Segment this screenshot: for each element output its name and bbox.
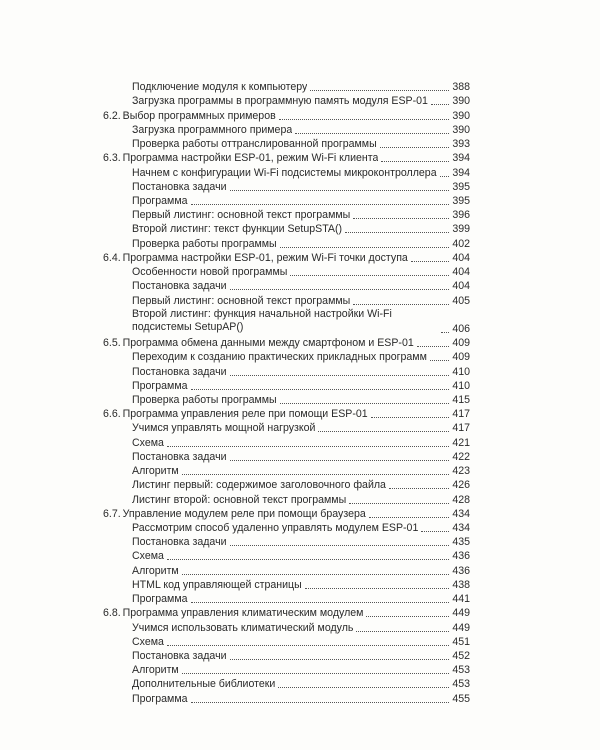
dot-leader <box>353 294 449 305</box>
toc-entry-title <box>132 295 350 307</box>
page-number: 404 <box>452 266 470 279</box>
toc-subsection-entry <box>103 363 470 377</box>
toc-section-entry <box>103 250 470 264</box>
dot-leader <box>167 549 449 560</box>
toc-entry-title <box>103 337 414 349</box>
dot-leader <box>441 322 449 333</box>
dot-leader <box>389 478 449 489</box>
page-number: 453 <box>452 664 470 677</box>
toc-subsection-entry <box>103 477 470 491</box>
toc-entry-text: Постановка задачи <box>132 280 227 293</box>
toc-entry-title <box>132 95 428 107</box>
dot-leader <box>366 606 449 617</box>
toc-subsection-entry <box>103 690 470 704</box>
toc-subsection-entry <box>103 520 470 534</box>
dot-leader <box>191 592 450 603</box>
toc-entry-text: Постановка задачи <box>132 649 227 662</box>
toc-subsection-entry <box>103 577 470 591</box>
page-number: 388 <box>452 81 470 94</box>
toc-entry-title <box>103 252 408 264</box>
toc-entry-title <box>132 451 227 463</box>
toc-entry-text: Постановка задачи <box>132 365 227 378</box>
dot-leader <box>278 677 449 688</box>
toc-entry-text: Рассмотрим способ удаленно управлять модулем ESP-01 <box>132 522 419 534</box>
dot-leader <box>345 222 449 233</box>
toc-subsection-entry <box>103 449 470 463</box>
page-number: 428 <box>452 493 470 506</box>
dot-leader <box>440 166 450 177</box>
dot-leader <box>280 237 450 248</box>
toc-entry-text: Постановка задачи <box>132 536 227 549</box>
page-number: 399 <box>452 223 470 236</box>
toc-entry-title <box>132 565 179 577</box>
page-number: 390 <box>452 123 470 136</box>
toc-subsection-entry <box>103 420 470 434</box>
dot-leader <box>349 493 449 504</box>
page-number: 436 <box>452 564 470 577</box>
page-number: 402 <box>452 237 470 250</box>
toc-entry-text: Переходим к созданию практических прикладных программ <box>132 351 427 364</box>
toc-entry-text: Схема <box>132 436 164 449</box>
toc-entry-title <box>132 181 227 193</box>
page-number: 405 <box>452 294 470 307</box>
toc-entry-title <box>103 408 368 420</box>
toc-subsection-entry <box>103 221 470 235</box>
toc-entry-text: Проверка работы программы <box>132 237 277 250</box>
page-number: 449 <box>452 607 470 620</box>
page-number: 406 <box>452 322 470 335</box>
page-number: 396 <box>452 209 470 222</box>
dot-leader <box>421 521 449 532</box>
toc-section-entry <box>103 406 470 420</box>
toc-subsection-entry <box>103 392 470 406</box>
toc-entry-title <box>132 636 164 648</box>
dot-leader <box>191 692 450 703</box>
toc-entry-text: Постановка задачи <box>132 450 227 463</box>
dot-leader <box>280 393 450 404</box>
dot-leader <box>380 137 450 148</box>
toc-entry-title <box>103 152 378 164</box>
toc-entry-text: Проверка работы оттранслированной программы <box>132 138 377 151</box>
dot-leader <box>230 450 450 461</box>
toc-entry-title <box>103 110 276 122</box>
toc-entry-title <box>132 693 188 705</box>
toc-entry-text: Программа управления климатическим модулем <box>122 607 364 620</box>
page-number: 409 <box>452 351 470 364</box>
dot-leader <box>318 421 449 432</box>
toc-entry-title <box>132 351 427 363</box>
section-number: 6.6. <box>103 408 121 421</box>
dot-leader <box>381 151 449 162</box>
page-number: 390 <box>452 95 470 108</box>
toc-entry-title <box>132 678 275 690</box>
toc-entry-text: Дополнительные библиотеки <box>132 678 276 691</box>
toc-subsection-entry <box>103 548 470 562</box>
dot-leader <box>305 578 450 589</box>
toc-subsection-entry <box>103 136 470 150</box>
toc-entry-text: Программа настройки ESP-01, режим Wi-Fi клиента <box>122 152 379 165</box>
toc-entry-text: Второй листинг: текст функции SetupSTA() <box>132 223 343 236</box>
toc-subsection-entry <box>103 676 470 690</box>
page-number: 409 <box>452 337 470 350</box>
toc-subsection-entry <box>103 179 470 193</box>
toc-section-entry <box>103 107 470 121</box>
toc-entry-text: Листинг первый: содержимое заголовочного файла <box>132 479 386 492</box>
toc-entry-text: Загрузка программного примера <box>132 123 293 136</box>
toc-entry-text: Управление модулем реле при помощи браузера <box>122 507 366 520</box>
toc-subsection-entry <box>103 619 470 633</box>
section-number: 6.3. <box>103 152 121 165</box>
toc-subsection-entry <box>103 93 470 107</box>
toc-entry-text: Программа <box>132 593 188 606</box>
toc-entry-title <box>132 238 277 250</box>
page-number: 438 <box>452 578 470 591</box>
toc-subsection-entry <box>103 378 470 392</box>
toc-entry-title <box>103 607 363 619</box>
dot-leader <box>230 180 450 191</box>
page-number: 415 <box>452 394 470 407</box>
page-number: 417 <box>452 408 470 421</box>
page-number: 393 <box>452 138 470 151</box>
toc-section-entry <box>103 335 470 349</box>
toc-entry-text: Учимся использовать климатический модуль <box>132 621 354 634</box>
toc-entry-title <box>132 223 342 235</box>
toc-entry-title <box>132 266 287 278</box>
toc-entry-title <box>132 366 227 378</box>
page-number: 434 <box>452 507 470 520</box>
dot-leader <box>290 265 449 276</box>
page-number: 410 <box>452 379 470 392</box>
dot-leader <box>167 436 449 447</box>
toc-subsection-entry <box>103 164 470 178</box>
dot-leader <box>230 649 450 660</box>
page-number: 390 <box>452 109 470 122</box>
dot-leader <box>371 407 450 418</box>
toc-section-entry <box>103 150 470 164</box>
section-number: 6.4. <box>103 251 121 264</box>
toc-entry-text: Листинг второй: основной текст программы <box>132 493 347 506</box>
toc-entry-title <box>132 494 346 506</box>
toc-entry-text: HTML код управляющей страницы <box>132 578 302 591</box>
page-number: 395 <box>452 194 470 207</box>
toc-entry-title <box>132 522 418 534</box>
toc-subsection-entry <box>103 122 470 136</box>
toc-entry-title <box>132 209 350 221</box>
toc-entry-text: Проверка работы программы <box>132 394 277 407</box>
toc-entry-text: Постановка задачи <box>132 180 227 193</box>
dot-leader <box>191 194 450 205</box>
toc-subsection-entry <box>103 491 470 505</box>
page-number: 455 <box>452 692 470 705</box>
toc-entry-title <box>132 195 188 207</box>
toc-subsection-entry <box>103 207 470 221</box>
toc-subsection-entry <box>103 292 470 306</box>
dot-leader <box>369 507 450 518</box>
toc-entry-text: Алгоритм <box>132 564 179 577</box>
toc-entry-title <box>132 593 188 605</box>
toc-subsection-entry <box>103 193 470 207</box>
toc-entry-text: Выбор программных примеров <box>122 109 276 122</box>
dot-leader <box>430 350 449 361</box>
toc-subsection-entry <box>103 79 470 93</box>
dot-leader <box>295 123 449 134</box>
toc-entry-title <box>132 138 377 150</box>
dot-leader <box>167 635 449 646</box>
toc-entry-text: Алгоритм <box>132 465 179 478</box>
dot-leader <box>310 80 449 91</box>
toc-entry-text: Загрузка программы в программную память модуля ESP-01 <box>132 95 428 108</box>
page-number: 434 <box>452 522 470 534</box>
toc-subsection-entry <box>103 235 470 249</box>
dot-leader <box>431 94 449 105</box>
section-number: 6.8. <box>103 607 121 620</box>
dot-leader <box>182 564 450 575</box>
toc-entry-title <box>132 124 292 136</box>
dot-leader <box>182 464 450 475</box>
toc-entry-text: Учимся управлять мощной нагрузкой <box>132 422 316 435</box>
section-number: 6.7. <box>103 507 121 520</box>
page-number: 404 <box>452 251 470 264</box>
toc-subsection-entry <box>103 634 470 648</box>
page-number: 436 <box>452 550 470 563</box>
dot-leader <box>230 279 450 290</box>
toc-entry-text: Программа настройки ESP-01, режим Wi-Fi точки доступа <box>122 251 408 264</box>
toc-subsection-entry <box>103 349 470 363</box>
toc-subsection-entry <box>103 562 470 576</box>
toc-entry-title <box>132 465 179 477</box>
page-number: 421 <box>452 436 470 449</box>
toc-subsection-entry <box>103 591 470 605</box>
page-number: 410 <box>452 365 470 378</box>
section-number: 6.5. <box>103 337 121 350</box>
page-number: 394 <box>452 166 470 179</box>
toc-entry-title <box>132 81 307 93</box>
page-number: 394 <box>452 152 470 165</box>
toc-entry-title <box>132 664 179 676</box>
toc-section-entry <box>103 506 470 520</box>
toc-entry-text: Схема <box>132 635 164 648</box>
page-number: 404 <box>452 280 470 293</box>
dot-leader <box>182 663 450 674</box>
table-of-contents <box>103 79 470 705</box>
toc-entry-title <box>132 622 353 634</box>
toc-entry-title <box>132 536 227 548</box>
toc-entry-title <box>132 422 315 434</box>
page-number: 451 <box>452 635 470 648</box>
toc-entry-text: Первый листинг: основной текст программы <box>132 209 351 222</box>
toc-entry-text: Программа <box>132 379 188 392</box>
toc-subsection-entry <box>103 307 470 335</box>
dot-leader <box>417 336 450 347</box>
toc-entry-text: Программа <box>132 194 188 207</box>
toc-entry-text: Программа управления реле при помощи ESP-01 <box>122 408 368 421</box>
page-number: 417 <box>452 422 470 435</box>
dot-leader <box>353 208 449 219</box>
toc-subsection-entry <box>103 463 470 477</box>
toc-entry-title <box>132 280 227 292</box>
toc-entry-title <box>132 579 302 591</box>
toc-entry-title <box>132 437 164 449</box>
toc-entry-text: Программа обмена данными между смартфоном и ESP-01 <box>122 337 414 350</box>
section-number: 6.2. <box>103 109 121 122</box>
page-number: 395 <box>452 180 470 193</box>
page-number: 422 <box>452 450 470 463</box>
dot-leader <box>191 379 450 390</box>
toc-entry-text: Алгоритм <box>132 664 179 677</box>
dot-leader <box>411 251 449 262</box>
toc-subsection-entry <box>103 434 470 448</box>
toc-entry-text: Схема <box>132 550 164 563</box>
page-number: 449 <box>452 621 470 634</box>
toc-entry-title <box>132 479 386 491</box>
page-number: 435 <box>452 536 470 549</box>
toc-entry-text: Подключение модуля к компьютеру <box>132 81 308 94</box>
toc-entry-title <box>132 308 438 335</box>
toc-entry-title <box>103 508 366 520</box>
toc-subsection-entry <box>103 534 470 548</box>
toc-subsection-entry <box>103 264 470 278</box>
toc-entry-title <box>132 167 437 179</box>
toc-section-entry <box>103 605 470 619</box>
toc-entry-title <box>132 380 188 392</box>
toc-subsection-entry <box>103 278 470 292</box>
toc-entry-text: Программа <box>132 692 188 705</box>
page-number: 426 <box>452 479 470 492</box>
toc-entry-title <box>132 394 277 406</box>
dot-leader <box>279 109 450 120</box>
dot-leader <box>356 621 449 632</box>
toc-entry-text: Первый листинг: основной текст программы <box>132 294 351 307</box>
toc-entry-text: Второй листинг: функция начальной настройки Wi-Fi подсистемы SetupAP() <box>132 307 392 334</box>
dot-leader <box>230 535 450 546</box>
dot-leader <box>230 365 450 376</box>
page-number: 452 <box>452 649 470 662</box>
page-number: 423 <box>452 465 470 478</box>
toc-entry-title <box>132 650 227 662</box>
page-number: 441 <box>452 593 470 606</box>
toc-subsection-entry <box>103 662 470 676</box>
toc-entry-text: Особенности новой программы <box>132 266 288 279</box>
toc-entry-text: Начнем с конфигурации Wi-Fi подсистемы микроконтроллера <box>132 166 437 179</box>
page-number: 453 <box>452 678 470 691</box>
toc-subsection-entry <box>103 648 470 662</box>
toc-entry-title <box>132 550 164 562</box>
